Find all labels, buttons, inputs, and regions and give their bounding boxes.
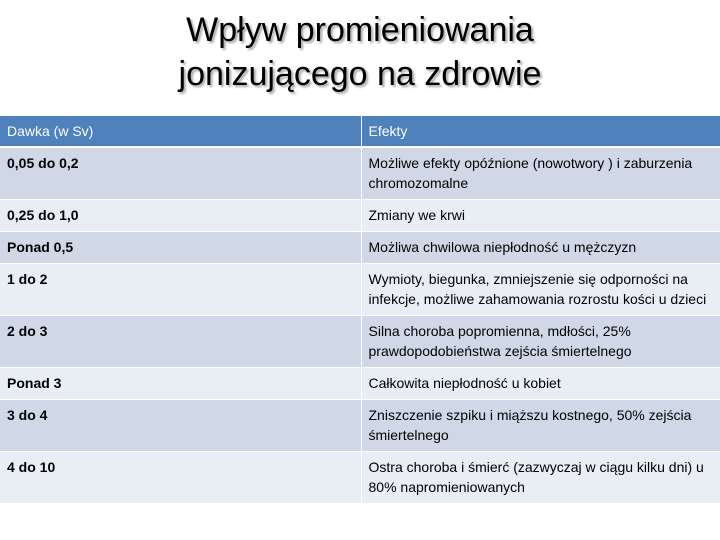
table-row [0,400,720,452]
table-row [0,232,720,264]
effect-cell: Silna choroba popromienna, mdłości, 25% prawdopodobieństwa zejścia śmiertelnego [361,316,720,368]
effect-cell: Całkowita niepłodność u kobiet [361,368,720,400]
slide-title-line-1: Wpływ promieniowania [186,11,534,49]
effect-cell: Zmiany we krwi [361,200,720,232]
effect-cell: Możliwe efekty opóźnione (nowotwory ) i zaburzenia chromozomalne [361,147,720,200]
dose-cell: 4 do 10 [0,452,361,504]
effect-cell: Zniszczenie szpiku i miąższu kostnego, 50% zejścia śmiertelnego [361,400,720,452]
radiation-effects-table [0,116,720,504]
table-header-row [0,116,720,147]
effect-cell: Możliwa chwilowa niepłodność u mężczyzn [361,232,720,264]
dose-cell: 3 do 4 [0,400,361,452]
dose-cell: Ponad 3 [0,368,361,400]
dose-cell: 0,05 do 0,2 [0,147,361,200]
effect-cell: Ostra choroba i śmierć (zazwyczaj w ciągu kilku dni) u 80% napromieniowanych [361,452,720,504]
dose-cell: 1 do 2 [0,264,361,316]
slide-title-line-2: jonizującego na zdrowie [178,55,542,93]
dose-cell: 0,25 do 1,0 [0,200,361,232]
effects-column-header: Efekty [361,116,720,147]
table-row [0,264,720,316]
slide-title [0,8,720,96]
dose-cell: Ponad 0,5 [0,232,361,264]
dose-cell: 2 do 3 [0,316,361,368]
effect-cell: Wymioty, biegunka, zmniejszenie się odporności na infekcje, możliwe zahamowania rozrostu kości u dzieci [361,264,720,316]
dose-column-header: Dawka (w Sv) [0,116,361,147]
table-row [0,147,720,200]
table-row [0,316,720,368]
table-row [0,452,720,504]
table-row [0,200,720,232]
table-row [0,368,720,400]
